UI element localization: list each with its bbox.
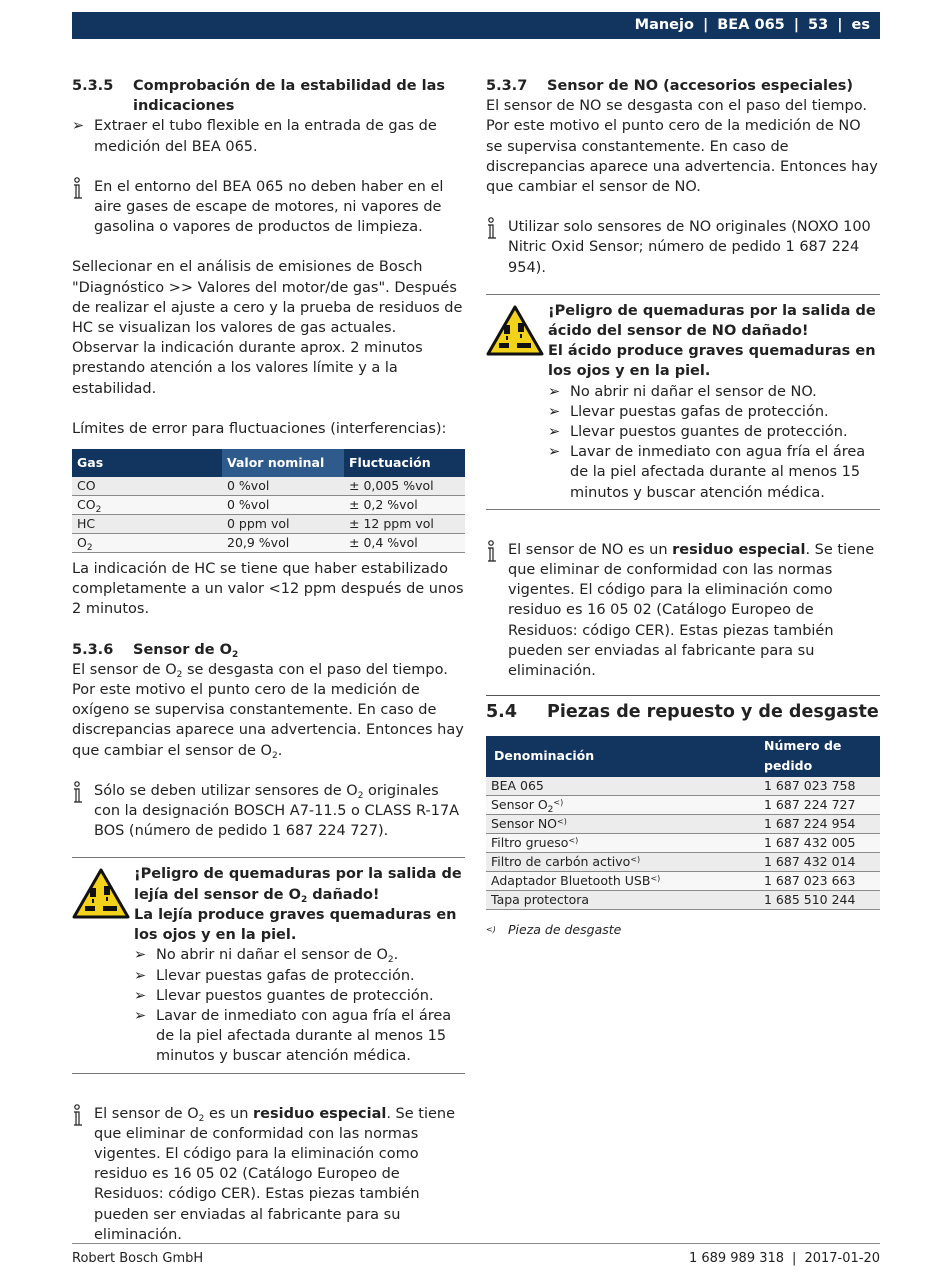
- text-part: Sólo se deben utilizar sensores de O: [94, 782, 358, 799]
- arrow-icon: ➢: [134, 967, 147, 984]
- section-535-heading: [72, 76, 465, 116]
- warning-box: [72, 857, 465, 1073]
- table-row: [72, 534, 465, 553]
- text-part: . Se tiene que eliminar de conformidad con las normas vigentes. El código para la eliminación como residuo es 16 05 02 (Catálogo Europeo de Residuos: código CER). Estas piezas también pueden ser enviadas al fabricante para su eliminación.: [94, 1105, 456, 1243]
- text-part: es un: [204, 1105, 254, 1122]
- step-text: Llevar puestos guantes de protección.: [570, 424, 848, 441]
- step-text: Lavar de inmediato con agua fría el área de la piel afectada durante al menos 15 minutos y buscar atención médica.: [570, 444, 866, 501]
- left-column: [72, 76, 465, 1245]
- corrosive-warning-icon: [72, 868, 130, 920]
- part-name: Tapa protectora: [491, 891, 590, 907]
- order-number: 1 687 224 727: [759, 795, 880, 814]
- paragraph: La indicación de HC se tiene que haber estabilizado completamente a un valor <12 ppm después de unos 2 minutos.: [72, 561, 464, 618]
- nominal-cell: 0 ppm vol: [222, 515, 344, 534]
- section-54-heading: [486, 695, 880, 724]
- step-item: [548, 442, 880, 503]
- corrosive-warning-icon: [486, 305, 544, 357]
- gas-cell: O: [77, 535, 87, 551]
- arrow-icon: ➢: [134, 1007, 147, 1024]
- part-name: Sensor O: [491, 796, 548, 812]
- info-note: [486, 540, 880, 681]
- paragraph: [72, 660, 465, 761]
- table-row: [486, 814, 880, 833]
- note-text: [508, 540, 880, 681]
- step-text: [156, 945, 398, 965]
- fluctuation-cell: ± 12 ppm vol: [344, 515, 465, 534]
- paragraph: El sensor de NO se desgasta con el paso del tiempo. Por este motivo el punto cero de la medición de NO se supervisa constantemente. En caso de discrepancias aparece una advertencia. Entonces hay que cambiar el sensor de NO.: [486, 98, 878, 196]
- subscript: 2: [300, 894, 308, 905]
- fluctuation-table: [72, 449, 465, 553]
- arrow-icon: ➢: [134, 947, 147, 964]
- footnote: [486, 920, 880, 940]
- step-text: Llevar puestos guantes de protección.: [156, 987, 434, 1004]
- gas-subscript: 2: [95, 505, 102, 516]
- table-header-order: Número de pedido: [759, 736, 880, 776]
- text-part: originales con la designación BOSCH A7-11.5 o CLASS R-17A BOS (número de pedido 1 687 224 727).: [94, 782, 460, 840]
- wear-mark: <): [553, 797, 564, 807]
- section-number: 5.3.6: [72, 641, 114, 658]
- section-number: 5.4: [486, 702, 518, 723]
- subscript: 2: [547, 804, 554, 815]
- text-part: El sensor de O: [94, 1105, 199, 1122]
- text-part: No abrir ni dañar el sensor de O: [156, 947, 388, 964]
- part-name: Sensor NO: [491, 815, 558, 831]
- part-name: Adaptador Bluetooth USB: [491, 872, 651, 888]
- warning-box: [486, 294, 880, 510]
- table-row: [486, 852, 880, 871]
- table-row: [486, 795, 880, 814]
- subscript: 2: [231, 649, 239, 660]
- section-title: Piezas de repuesto y de desgaste: [547, 702, 879, 723]
- note-text: [94, 781, 465, 842]
- subscript: 2: [357, 790, 364, 801]
- header-language: es: [851, 17, 870, 33]
- warning-subtitle: El ácido produce graves quemaduras en los ojos y en la piel.: [548, 343, 876, 380]
- order-number: 1 687 432 005: [759, 833, 880, 852]
- table-row: [72, 515, 465, 534]
- page-footer: Robert Bosch GmbH 1 689 989 318 | 2017-01-20: [72, 1251, 880, 1266]
- step-text: Llevar puestas gafas de protección.: [156, 967, 415, 984]
- part-name: Filtro grueso: [491, 834, 569, 850]
- info-icon: [72, 1104, 87, 1128]
- arrow-icon: ➢: [72, 118, 85, 135]
- paragraph: Observar la indicación durante aprox. 2 minutos prestando atención a los valores límite y a la estabilidad.: [72, 340, 423, 397]
- text-part: . Se tiene que eliminar de conformidad con las normas vigentes. El código para la eliminación como residuo es 16 05 02 (Catálogo Europeo de Residuos: código CER). Estas piezas también pueden ser enviadas al fabricante para su eliminación.: [508, 541, 875, 680]
- arrow-icon: ➢: [548, 403, 561, 420]
- text-part: .: [393, 947, 399, 964]
- warning-title: [134, 864, 465, 904]
- step-item: [548, 382, 880, 402]
- info-note: [72, 177, 465, 238]
- table-row: [72, 496, 465, 515]
- subscript: 2: [271, 750, 278, 761]
- table-row: [486, 777, 880, 796]
- order-number: 1 687 224 954: [759, 814, 880, 833]
- footnote-mark: <): [486, 924, 496, 934]
- table-row: [72, 477, 465, 496]
- table-row: [486, 871, 880, 890]
- header-section: Manejo: [634, 17, 694, 33]
- wear-mark: <): [630, 854, 641, 864]
- subscript: 2: [198, 1113, 205, 1124]
- subscript: 2: [176, 669, 183, 680]
- table-row: [486, 833, 880, 852]
- info-note: [72, 1104, 465, 1245]
- part-name: Filtro de carbón activo: [491, 853, 631, 869]
- step-item: [134, 1006, 465, 1067]
- info-note: [486, 217, 880, 278]
- footer-docnum: 1 689 989 318: [688, 1251, 785, 1266]
- table-header-fluctuation: Fluctuación: [344, 449, 465, 477]
- section-537-heading: [486, 76, 880, 96]
- step-item: [548, 422, 880, 442]
- nominal-cell: 0 %vol: [222, 496, 344, 515]
- arrow-icon: ➢: [548, 424, 561, 441]
- wear-mark: <): [650, 873, 661, 883]
- gas-cell: CO: [77, 478, 96, 494]
- table-header-nominal: Valor nominal: [222, 449, 344, 477]
- wear-mark: <): [557, 816, 567, 826]
- note-text: En el entorno del BEA 065 no deben haber en el aire gases de escape de motores, ni vapores de gasolina o vapores de productos de limpieza.: [94, 178, 444, 236]
- note-text: [94, 1104, 465, 1245]
- header-page-number: 53: [808, 17, 829, 33]
- table-row: [486, 890, 880, 909]
- info-icon: [72, 781, 87, 805]
- table-header-gas: Gas: [72, 449, 222, 477]
- nominal-cell: 0 %vol: [222, 477, 344, 496]
- text-part: .: [277, 742, 283, 759]
- order-number: 1 687 432 014: [759, 852, 880, 871]
- gas-cell: CO: [77, 497, 96, 513]
- info-icon: [72, 177, 87, 201]
- nominal-cell: 20,9 %vol: [222, 534, 344, 553]
- bold-text: residuo especial: [672, 541, 806, 558]
- table-header-name: Denominación: [486, 736, 759, 776]
- order-number: 1 687 023 663: [759, 871, 880, 890]
- step-item: [134, 966, 465, 986]
- fluctuation-cell: ± 0,2 %vol: [344, 496, 465, 515]
- text-part: El sensor de O: [72, 661, 177, 678]
- order-number: 1 687 023 758: [759, 777, 880, 796]
- section-536-heading: [72, 640, 465, 660]
- info-note: [72, 781, 465, 842]
- section-number: 5.3.7: [486, 78, 528, 94]
- wear-mark: <): [568, 835, 579, 845]
- step-text: Llevar puestas gafas de protección.: [570, 403, 829, 420]
- text-part: ¡Peligro de quemaduras por la salida de lejía del sensor de O: [134, 866, 462, 903]
- gas-cell: HC: [77, 516, 96, 532]
- footnote-text: Pieza de desgaste: [508, 921, 622, 937]
- note-text: Utilizar solo sensores de NO originales (NOXO 100 Nitric Oxid Sensor; número de pedido 1 687 224 954).: [508, 219, 871, 276]
- section-number: 5.3.5: [72, 78, 114, 94]
- step-item: [72, 116, 465, 156]
- warning-title: ¡Peligro de quemaduras por la salida de ácido del sensor de NO dañado!: [548, 302, 876, 340]
- text-part: dañado!: [307, 886, 380, 903]
- page-header: Manejo | BEA 065 | 53 | es: [72, 12, 880, 39]
- section-title: Comprobación de la estabilidad de las indicaciones: [133, 78, 446, 115]
- step-item: [548, 402, 880, 422]
- step-item: [134, 945, 465, 965]
- fluctuation-cell: ± 0,005 %vol: [344, 477, 465, 496]
- step-text: Extraer el tubo flexible en la entrada de gas de medición del BEA 065.: [94, 118, 437, 155]
- gas-subscript: 2: [86, 543, 93, 554]
- right-column: [486, 76, 880, 940]
- footer-divider: [72, 1243, 880, 1244]
- parts-table: [486, 736, 880, 909]
- text-part: El sensor de NO es un: [508, 541, 673, 558]
- footer-date: 2017-01-20: [804, 1251, 880, 1266]
- paragraph: Sellecionar en el análisis de emisiones de Bosch "Diagnóstico >> Valores del motor/de gas". Después de realizar el ajuste a cero y la prueba de residuos de HC se visualizan los valores de gas actuales.: [72, 259, 463, 337]
- step-text: No abrir ni dañar el sensor de NO.: [570, 383, 817, 400]
- info-icon: [486, 540, 501, 564]
- bold-text: residuo especial: [253, 1105, 387, 1122]
- fluctuation-cell: ± 0,4 %vol: [344, 534, 465, 553]
- header-doc: BEA 065: [717, 17, 785, 33]
- subscript: 2: [387, 955, 394, 966]
- info-icon: [486, 217, 501, 241]
- arrow-icon: ➢: [548, 383, 561, 400]
- warning-subtitle: La lejía produce graves quemaduras en los ojos y en la piel.: [134, 906, 457, 944]
- text-part: se desgasta con el paso del tiempo. Por este motivo el punto cero de la medición de oxígeno se supervisa constantemente. En caso de discrepancias aparece una advertencia. Entonces hay que cambiar el sensor de O: [72, 661, 464, 759]
- section-title: Sensor de NO (accesorios especiales): [547, 78, 854, 94]
- paragraph: Límites de error para fluctuaciones (interferencias):: [72, 420, 447, 437]
- step-item: [134, 986, 465, 1006]
- section-title: Sensor de O: [133, 641, 232, 658]
- step-text: Lavar de inmediato con agua fría el área de la piel afectada durante al menos 15 minutos y buscar atención médica.: [156, 1007, 452, 1065]
- arrow-icon: ➢: [548, 444, 561, 461]
- order-number: 1 685 510 244: [759, 890, 880, 909]
- part-name: BEA 065: [491, 777, 544, 793]
- arrow-icon: ➢: [134, 987, 147, 1004]
- footer-company: Robert Bosch GmbH: [72, 1251, 204, 1266]
